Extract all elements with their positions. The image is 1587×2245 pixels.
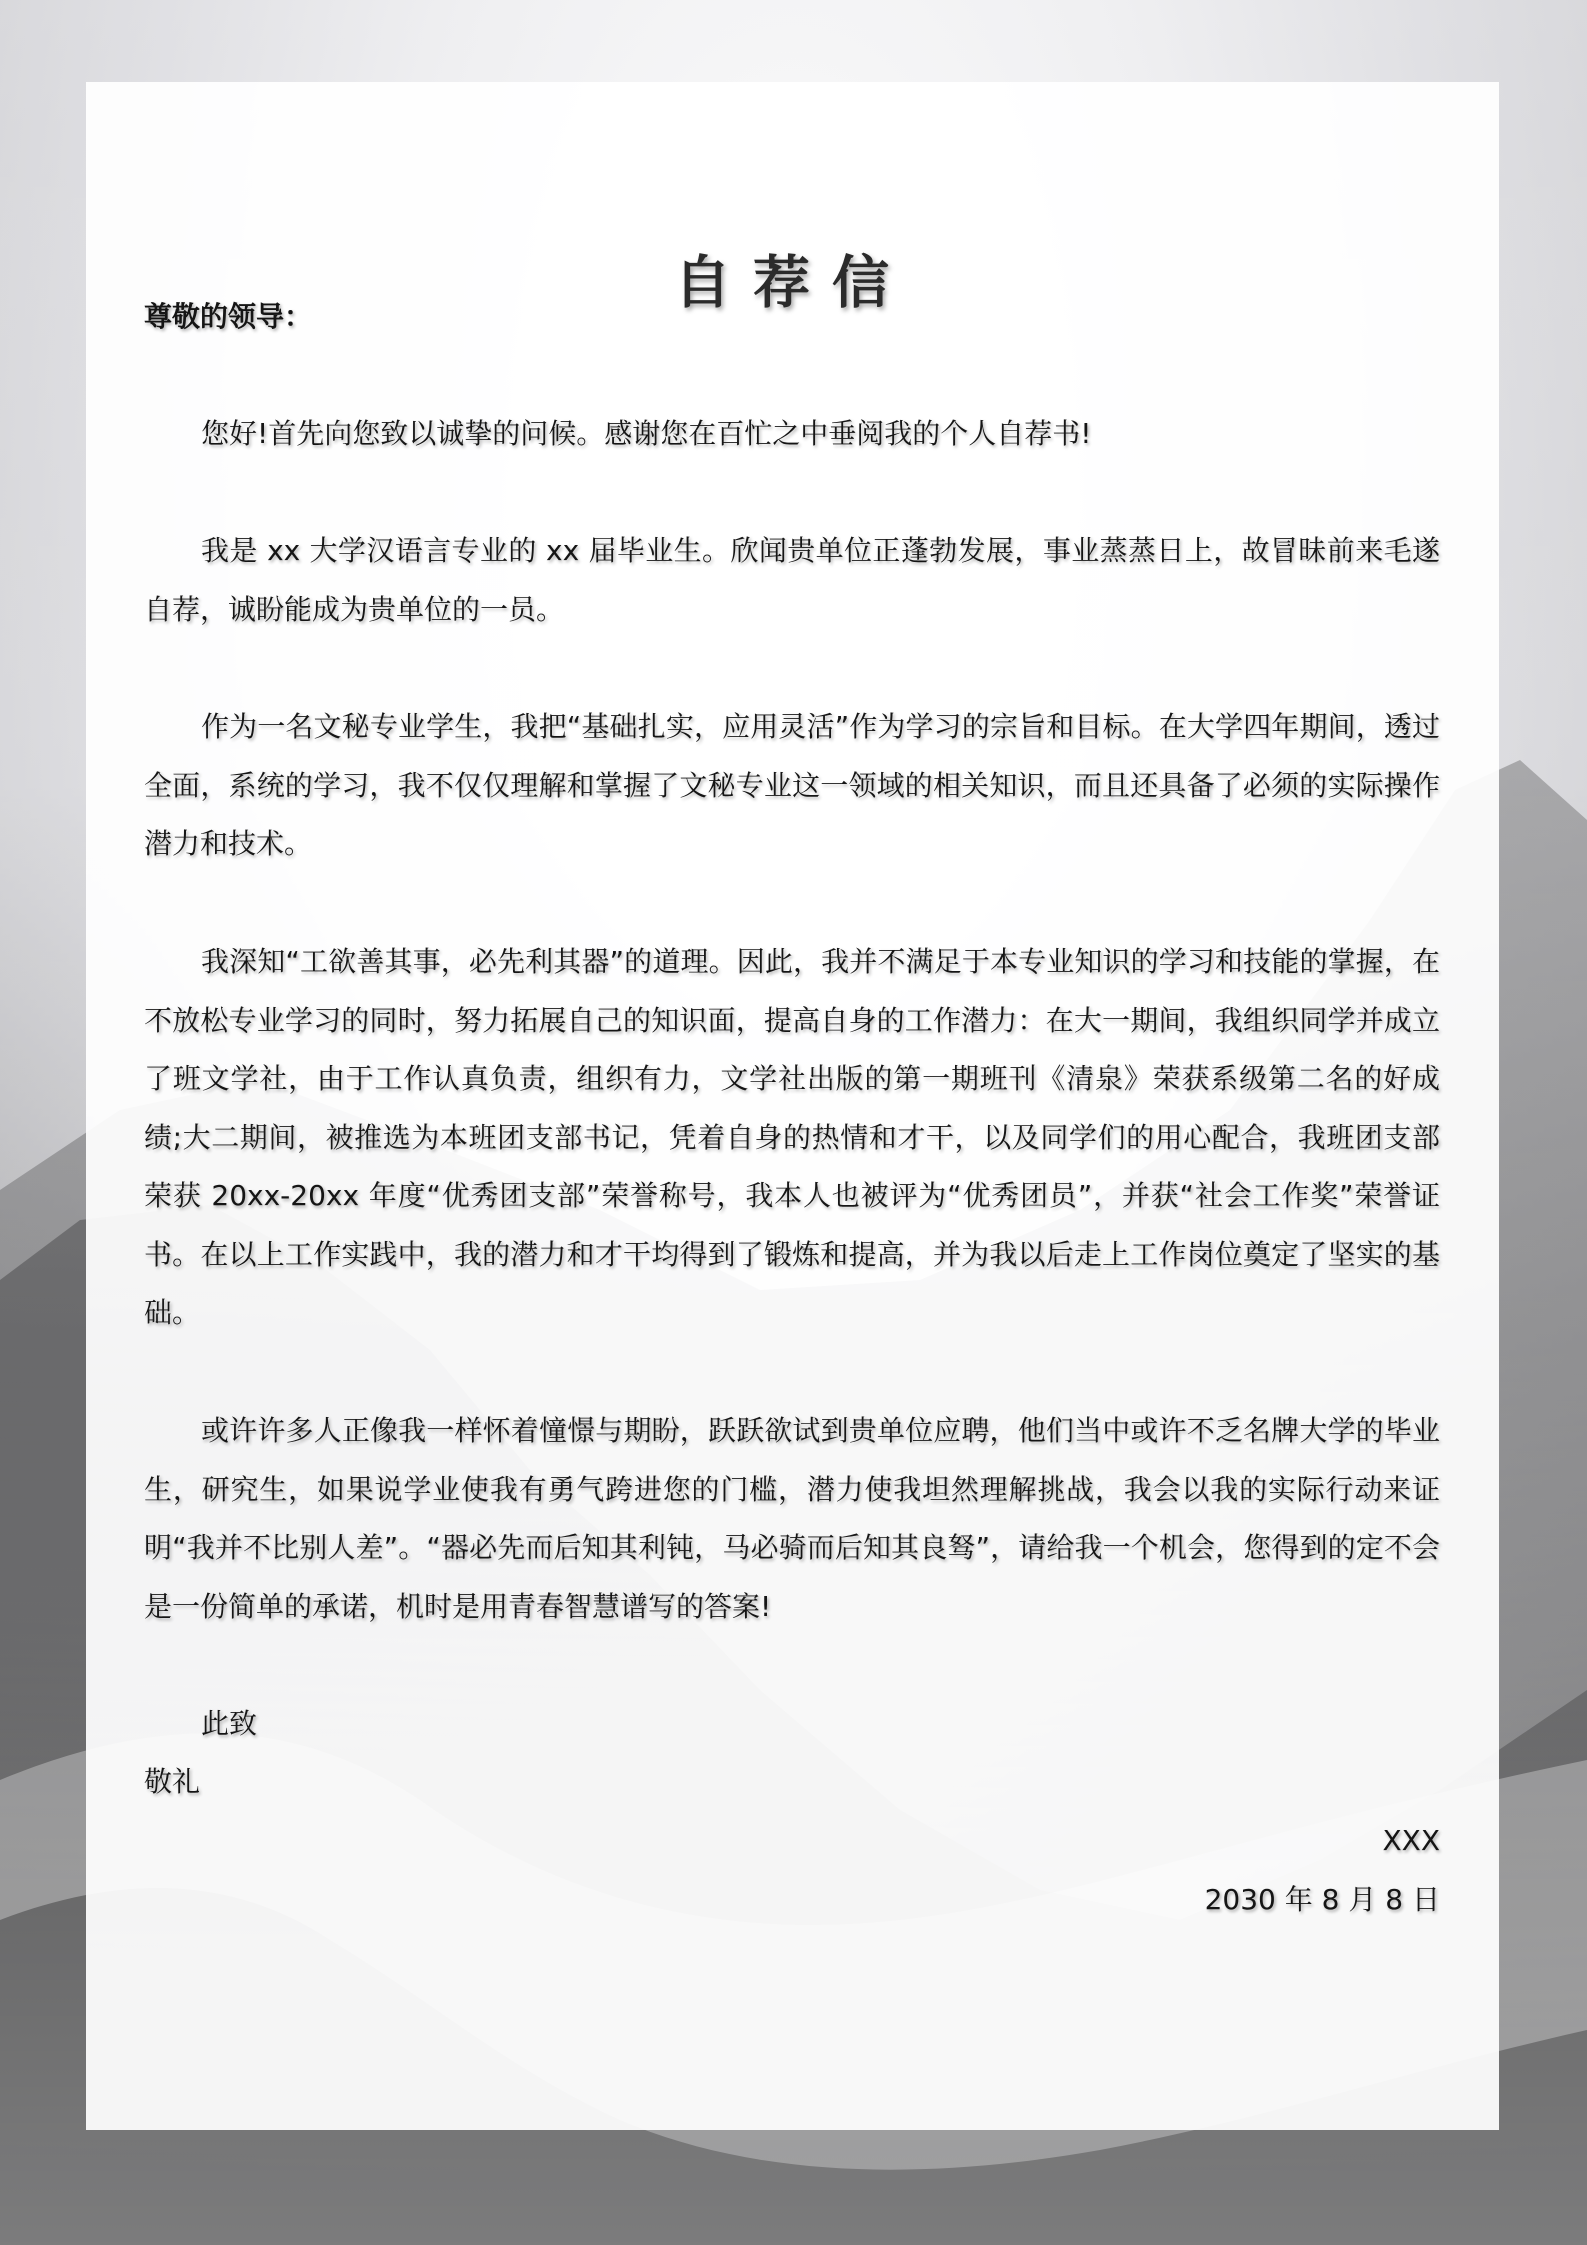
closing-line-1: 此致 <box>201 1707 258 1740</box>
paragraph-4: 我深知“工欲善其事，必先利其器”的道理。因此，我并不满足于本专业知识的学习和技能的掌握，在不放松专业学习的同时，努力拓展自己的知识面，提高自身的工作潜力：在大一期间，我组织同学并成立了班文学社，由于工作认真负责，组织有力，文学社出版的第一期班刊《清泉》荣获系级第二名的好成绩;大二期间，被推选为本班团支部书记，凭着自身的热情和才干，以及同学们的用心配合，我班团支部荣获 20xx-20xx 年度“优秀团支部”荣誉称号，我本人也被评为“优秀团员”，并获“社会工作奖”荣誉证书。在以上工作实践中，我的潜力和才干均得到了锻炼和提高，并为我以后走上工作岗位奠定了坚实的基础。 <box>144 945 1440 1329</box>
signature-name: XXX <box>1382 1824 1440 1857</box>
letter-sheet <box>86 82 1499 2130</box>
closing-line-2: 敬礼 <box>144 1765 201 1798</box>
paragraph-2: 我是 xx 大学汉语言专业的 xx 届毕业生。欣闻贵单位正蓬勃发展，事业蒸蒸日上，故冒昧前来毛遂自荐，诚盼能成为贵单位的一员。 <box>144 534 1440 626</box>
letter-title: 自荐信 <box>674 250 911 316</box>
paragraph-5: 或许许多人正像我一样怀着憧憬与期盼，跃跃欲试到贵单位应聘，他们当中或许不乏名牌大学的毕业生，研究生，如果说学业使我有勇气跨进您的门槛，潜力使我坦然理解挑战，我会以我的实际行动来证明“我并不比别人差”。“器必先而后知其利钝，马必骑而后知其良驽”，请给我一个机会，您得到的定不会是一份简单的承诺，机时是用青春智慧谱写的答案! <box>144 1414 1440 1623</box>
letter-date: 2030 年 8 月 8 日 <box>1204 1883 1440 1916</box>
paragraph-1: 您好!首先向您致以诚挚的问候。感谢您在百忙之中垂阅我的个人自荐书! <box>201 417 1092 450</box>
salutation-text: 尊敬的领导： <box>144 300 313 333</box>
paragraph-3: 作为一名文秘专业学生，我把“基础扎实，应用灵活”作为学习的宗旨和目标。在大学四年期间，透过全面，系统的学习，我不仅仅理解和掌握了文秘专业这一领域的相关知识，而且还具备了必须的实际操作潜力和技术。 <box>144 710 1440 860</box>
